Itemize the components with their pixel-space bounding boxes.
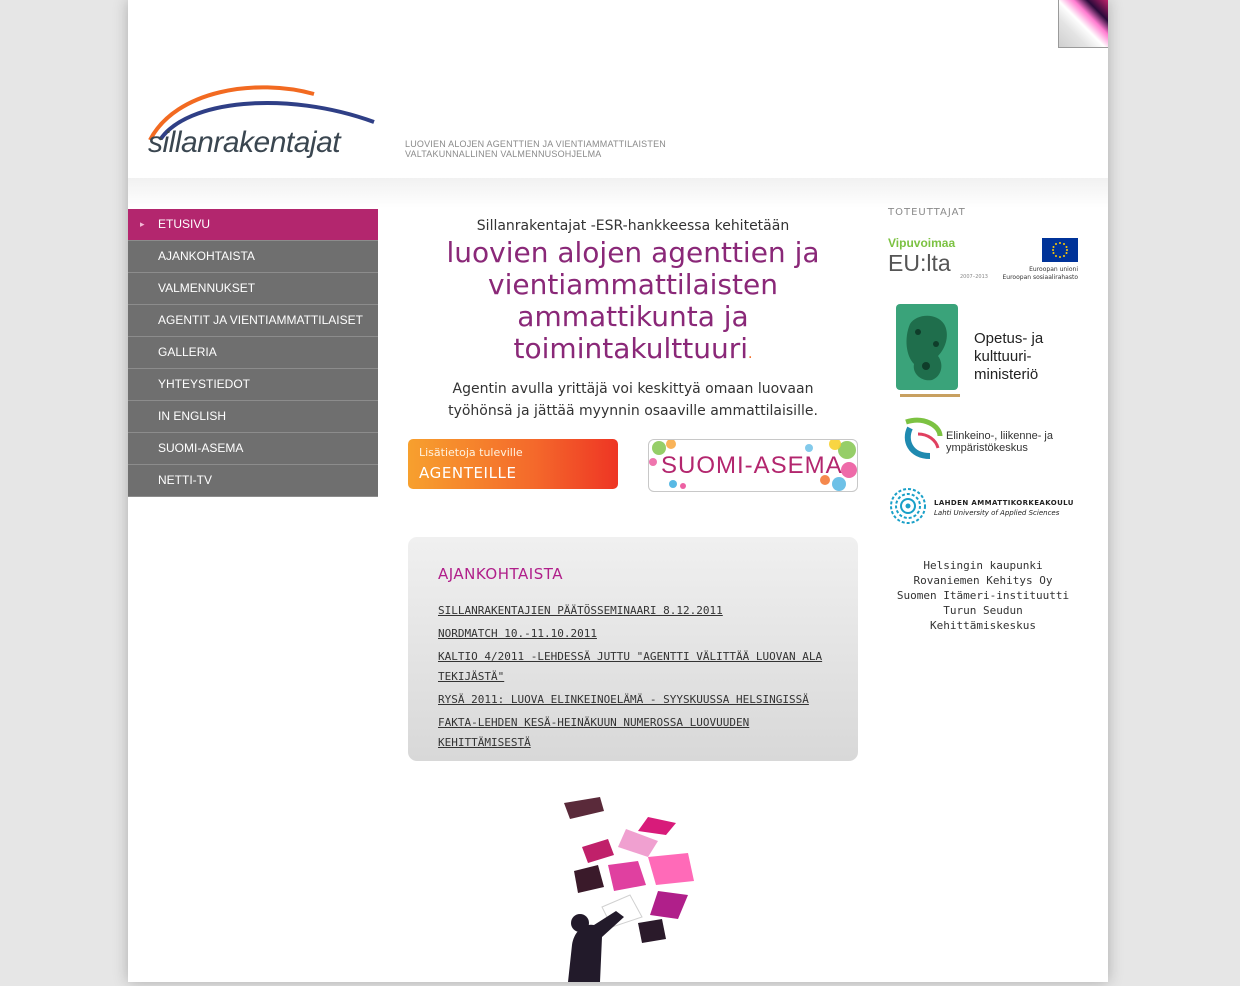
news-link-line: KALTIO 4/2011 -LEHDESSÄ JUTTU "AGENTTI VÄLITTÄÄ LUOVAN ALA <box>438 650 823 663</box>
intro-headline <box>408 237 858 370</box>
headline-line <box>408 333 858 370</box>
nav-item-label: YHTEYSTIEDOT <box>158 377 251 391</box>
intro-body-line: Agentin avulla yrittäjä voi keskittyä omaan luovaan <box>452 381 814 397</box>
news-item <box>438 645 833 685</box>
partner-logo-lamk[interactable] <box>888 486 1080 526</box>
news-link[interactable] <box>438 650 822 683</box>
okm-line: Opetus- ja <box>974 330 1044 347</box>
news-item <box>438 599 833 619</box>
site-tagline <box>405 139 666 159</box>
news-item <box>438 622 833 642</box>
partner-name: Rovaniemen Kehitys Oy <box>913 574 1053 587</box>
nav-item-yhteystiedot[interactable] <box>128 369 378 401</box>
nav-item-label: GALLERIA <box>158 345 217 359</box>
site-logo[interactable] <box>146 80 378 170</box>
news-item <box>438 688 833 708</box>
main-navigation <box>128 209 378 497</box>
news-title: AJANKOHTAISTA <box>438 565 563 583</box>
news-link[interactable]: SILLANRAKENTAJIEN PÄÄTÖSSEMINAARI 8.12.2011 <box>438 604 723 617</box>
news-link-line: KEHITTÄMISESTÄ <box>438 736 531 749</box>
ely-line: ympäristökeskus <box>946 442 1028 454</box>
eulta-text: EU:lta <box>888 250 951 276</box>
news-link[interactable]: RYSÄ 2011: LUOVA ELINKEINOELÄMÄ - SYYSKUUSSA HELSINGISSÄ <box>438 693 809 706</box>
partner-logo-okm[interactable] <box>890 302 1070 400</box>
nav-item-label: AJANKOHTAISTA <box>158 249 255 263</box>
agents-banner-line2: AGENTEILLE <box>419 464 517 482</box>
lamk-line1: LAHDEN AMMATTIKORKEAKOULU <box>934 499 1074 507</box>
suomi-asema-label: SUOMI-ASEMA <box>661 452 843 479</box>
eu-caption-line: Euroopan sosiaalirahasto <box>1002 274 1078 281</box>
news-link-line: FAKTA-LEHDEN KESÄ-HEINÄKUUN NUMEROSSA LUOVUUDEN <box>438 716 750 729</box>
okm-underline <box>900 394 960 397</box>
intro-body <box>408 378 858 422</box>
nav-item-in-english[interactable] <box>128 401 378 433</box>
agents-banner-line1: Lisätietoja tuleville <box>419 446 523 459</box>
nav-item-suomi-asema[interactable] <box>128 433 378 465</box>
headline-last-word: toimintakulttuuri <box>513 332 748 365</box>
partner-name: Suomen Itämeri-instituutti <box>896 589 1070 602</box>
partner-logo-ely[interactable] <box>900 416 1070 462</box>
intro-section <box>408 217 858 422</box>
ely-line: Elinkeino-, liikenne- ja <box>946 430 1053 442</box>
eu-caption <box>1000 266 1078 282</box>
partner-logo-vipuvoimaa[interactable] <box>888 236 1078 284</box>
agents-info-banner[interactable] <box>408 439 618 489</box>
nav-item-agentit[interactable] <box>128 305 378 337</box>
okm-line: kulttuuri- <box>974 348 1032 365</box>
lamk-line2: Lahti University of Applied Sciences <box>934 509 1060 517</box>
eulta-years: 2007–2013 <box>960 274 988 280</box>
person-throwing-papers-icon <box>538 795 698 982</box>
nav-item-label: SUOMI-ASEMA <box>158 441 244 455</box>
nav-item-label: IN ENGLISH <box>158 409 227 423</box>
header <box>128 0 1108 178</box>
nav-item-netti-tv[interactable] <box>128 465 378 497</box>
suomi-asema-banner[interactable] <box>648 439 858 492</box>
news-box <box>408 537 858 761</box>
nav-item-label: NETTI-TV <box>158 473 212 487</box>
ely-text <box>946 430 1053 454</box>
nav-item-label: VALMENNUKSET <box>158 281 256 295</box>
page <box>128 0 1108 982</box>
tagline-line: VALTAKUNNALLINEN VALMENNUSOHJELMA <box>405 149 602 159</box>
partner-name: Helsingin kaupunki <box>923 559 1043 572</box>
nav-item-label: ETUSIVU <box>158 217 211 231</box>
nav-item-label: AGENTIT JA VIENTIAMMATTILAISET <box>158 313 363 327</box>
active-arrow-icon: ▸ <box>140 219 145 229</box>
headline-line: ammattikunta ja <box>517 300 749 333</box>
okm-text <box>974 330 1043 384</box>
nav-item-galleria[interactable] <box>128 337 378 369</box>
nav-item-valmennukset[interactable] <box>128 273 378 305</box>
news-link[interactable]: NORDMATCH 10.-11.10.2011 <box>438 627 597 640</box>
partners-title: TOTEUTTAJAT <box>888 207 966 218</box>
intro-lead: Sillanrakentajat -ESR-hankkeessa kehitetään <box>476 218 790 234</box>
headline-period: . <box>748 346 753 362</box>
lamk-spiral-icon <box>888 486 928 526</box>
vipuvoimaa-text: Vipuvoimaa <box>888 236 956 250</box>
other-partners-list <box>888 558 1078 633</box>
intro-body-line: työhönsä ja jättää myynnin osaaville ammattilaisille. <box>448 403 818 419</box>
okm-line: ministeriö <box>974 366 1039 383</box>
news-link-line: TEKIJÄSTÄ" <box>438 670 505 683</box>
nav-item-ajankohtaista[interactable] <box>128 241 378 273</box>
flying-papers-illustration <box>538 795 698 982</box>
ely-leaf-icon <box>900 416 944 460</box>
nav-item-etusivu[interactable] <box>128 209 378 241</box>
news-list <box>438 599 833 754</box>
news-link[interactable] <box>438 716 749 749</box>
headline-line: luovien alojen agenttien ja <box>446 236 820 269</box>
eu-flag-icon <box>1042 238 1078 262</box>
news-item <box>438 711 833 751</box>
partner-name: Turun Seudun Kehittämiskeskus <box>930 604 1036 632</box>
header-shadow <box>128 178 1108 208</box>
finnish-lion-crest-icon <box>896 304 958 390</box>
page-corner-fold-icon <box>1058 0 1108 48</box>
tagline-line: LUOVIEN ALOJEN AGENTTIEN JA VIENTIAMMATTILAISTEN <box>405 139 666 149</box>
eu-caption-line: Euroopan unioni <box>1029 266 1078 273</box>
lion-shape-icon <box>896 304 958 390</box>
logo-text: sillanrakentajat <box>148 126 341 159</box>
eu-stars-icon <box>1042 238 1078 262</box>
headline-line: vientiammattilaisten <box>488 268 778 301</box>
